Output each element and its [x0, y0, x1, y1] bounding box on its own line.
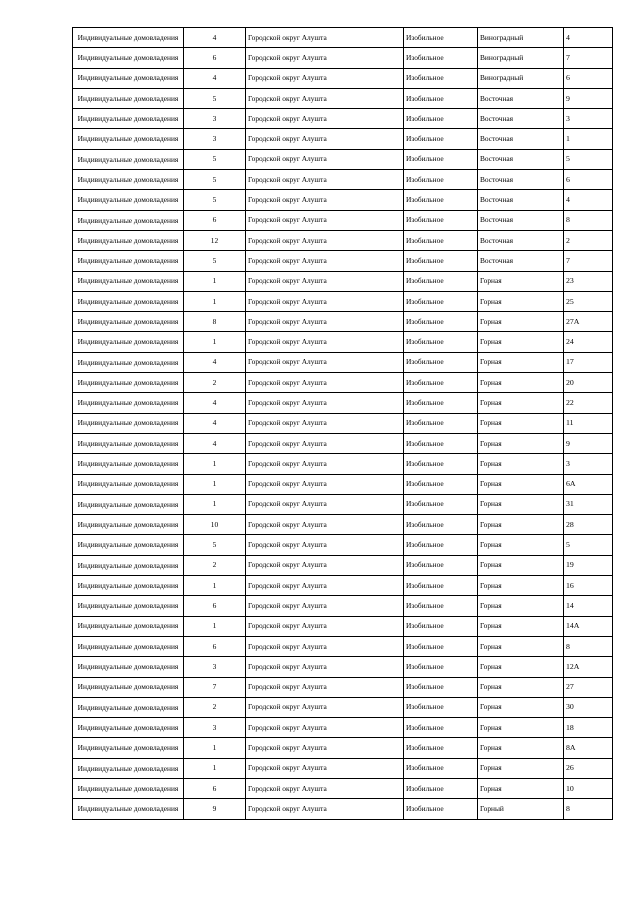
cell-street: Восточная [478, 190, 564, 210]
cell-building-type: Индивидуальные домовладения [73, 474, 184, 494]
cell-street: Горная [478, 271, 564, 291]
cell-settlement: Изобильное [404, 251, 478, 271]
table-row [73, 68, 613, 88]
cell-settlement: Изобильное [404, 657, 478, 677]
cell-municipality: Городской округ Алушта [246, 718, 404, 738]
cell-street: Горная [478, 454, 564, 474]
cell-house-number: 16 [564, 576, 613, 596]
cell-street: Восточная [478, 129, 564, 149]
cell-building-type: Индивидуальные домовладения [73, 48, 184, 68]
cell-apartment-count: 5 [184, 149, 246, 169]
cell-building-type: Индивидуальные домовладения [73, 393, 184, 413]
cell-settlement: Изобильное [404, 555, 478, 575]
cell-municipality: Городской округ Алушта [246, 413, 404, 433]
cell-house-number: 30 [564, 697, 613, 717]
cell-municipality: Городской округ Алушта [246, 332, 404, 352]
cell-apartment-count: 4 [184, 68, 246, 88]
cell-building-type: Индивидуальные домовладения [73, 149, 184, 169]
cell-building-type: Индивидуальные домовладения [73, 109, 184, 129]
cell-building-type: Индивидуальные домовладения [73, 535, 184, 555]
cell-street: Восточная [478, 251, 564, 271]
cell-street: Горная [478, 515, 564, 535]
cell-apartment-count: 2 [184, 373, 246, 393]
cell-street: Горная [478, 433, 564, 453]
cell-house-number: 6А [564, 474, 613, 494]
cell-apartment-count: 1 [184, 494, 246, 514]
table-row [73, 190, 613, 210]
cell-municipality: Городской округ Алушта [246, 677, 404, 697]
cell-street: Виноградный [478, 48, 564, 68]
cell-street: Горная [478, 778, 564, 798]
cell-building-type: Индивидуальные домовладения [73, 251, 184, 271]
cell-building-type: Индивидуальные домовладения [73, 210, 184, 230]
cell-street: Горная [478, 738, 564, 758]
cell-building-type: Индивидуальные домовладения [73, 677, 184, 697]
cell-house-number: 9 [564, 433, 613, 453]
cell-settlement: Изобильное [404, 535, 478, 555]
cell-municipality: Городской округ Алушта [246, 616, 404, 636]
cell-street: Горная [478, 373, 564, 393]
cell-settlement: Изобильное [404, 373, 478, 393]
cell-house-number: 6 [564, 170, 613, 190]
cell-apartment-count: 6 [184, 778, 246, 798]
cell-municipality: Городской округ Алушта [246, 778, 404, 798]
cell-apartment-count: 3 [184, 109, 246, 129]
cell-municipality: Городской округ Алушта [246, 799, 404, 819]
cell-municipality: Городской округ Алушта [246, 474, 404, 494]
cell-municipality: Городской округ Алушта [246, 129, 404, 149]
cell-municipality: Городской округ Алушта [246, 494, 404, 514]
cell-street: Горная [478, 697, 564, 717]
cell-apartment-count: 4 [184, 413, 246, 433]
cell-municipality: Городской округ Алушта [246, 535, 404, 555]
cell-house-number: 3 [564, 454, 613, 474]
cell-house-number: 9 [564, 88, 613, 108]
cell-municipality: Городской округ Алушта [246, 230, 404, 250]
cell-settlement: Изобильное [404, 454, 478, 474]
cell-building-type: Индивидуальные домовладения [73, 657, 184, 677]
cell-apartment-count: 1 [184, 291, 246, 311]
cell-municipality: Городской округ Алушта [246, 149, 404, 169]
cell-settlement: Изобильное [404, 413, 478, 433]
cell-apartment-count: 5 [184, 88, 246, 108]
table-row [73, 718, 613, 738]
cell-apartment-count: 1 [184, 474, 246, 494]
cell-settlement: Изобильное [404, 576, 478, 596]
cell-building-type: Индивидуальные домовладения [73, 433, 184, 453]
cell-house-number: 1 [564, 129, 613, 149]
cell-building-type: Индивидуальные домовладения [73, 515, 184, 535]
cell-municipality: Городской округ Алушта [246, 352, 404, 372]
cell-building-type: Индивидуальные домовладения [73, 596, 184, 616]
cell-house-number: 14 [564, 596, 613, 616]
table-row [73, 616, 613, 636]
cell-house-number: 23 [564, 271, 613, 291]
cell-municipality: Городской округ Алушта [246, 697, 404, 717]
cell-street: Горная [478, 555, 564, 575]
cell-street: Восточная [478, 210, 564, 230]
cell-apartment-count: 1 [184, 271, 246, 291]
cell-house-number: 6 [564, 68, 613, 88]
cell-building-type: Индивидуальные домовладения [73, 636, 184, 656]
cell-building-type: Индивидуальные домовладения [73, 28, 184, 48]
table-row [73, 474, 613, 494]
cell-apartment-count: 3 [184, 657, 246, 677]
cell-municipality: Городской округ Алушта [246, 312, 404, 332]
cell-building-type: Индивидуальные домовладения [73, 170, 184, 190]
table-row [73, 312, 613, 332]
cell-apartment-count: 8 [184, 312, 246, 332]
cell-apartment-count: 6 [184, 596, 246, 616]
cell-apartment-count: 1 [184, 758, 246, 778]
table-row [73, 433, 613, 453]
cell-municipality: Городской округ Алушта [246, 68, 404, 88]
table-row [73, 555, 613, 575]
cell-settlement: Изобильное [404, 515, 478, 535]
cell-apartment-count: 5 [184, 190, 246, 210]
cell-settlement: Изобильное [404, 170, 478, 190]
cell-apartment-count: 1 [184, 332, 246, 352]
cell-house-number: 20 [564, 373, 613, 393]
cell-street: Виноградный [478, 68, 564, 88]
housing-table [72, 27, 613, 820]
cell-house-number: 18 [564, 718, 613, 738]
cell-apartment-count: 1 [184, 576, 246, 596]
cell-settlement: Изобильное [404, 758, 478, 778]
cell-settlement: Изобильное [404, 210, 478, 230]
cell-apartment-count: 4 [184, 28, 246, 48]
cell-apartment-count: 4 [184, 393, 246, 413]
cell-street: Горная [478, 657, 564, 677]
cell-settlement: Изобильное [404, 738, 478, 758]
cell-municipality: Городской округ Алушта [246, 657, 404, 677]
cell-apartment-count: 5 [184, 251, 246, 271]
cell-apartment-count: 3 [184, 718, 246, 738]
table-row [73, 596, 613, 616]
cell-settlement: Изобильное [404, 332, 478, 352]
cell-settlement: Изобильное [404, 149, 478, 169]
cell-street: Горная [478, 312, 564, 332]
cell-municipality: Городской округ Алушта [246, 88, 404, 108]
cell-street: Горная [478, 535, 564, 555]
cell-street: Восточная [478, 149, 564, 169]
table-row [73, 170, 613, 190]
cell-municipality: Городской округ Алушта [246, 596, 404, 616]
cell-street: Горная [478, 332, 564, 352]
cell-municipality: Городской округ Алушта [246, 515, 404, 535]
cell-settlement: Изобильное [404, 312, 478, 332]
cell-building-type: Индивидуальные домовладения [73, 291, 184, 311]
cell-settlement: Изобильное [404, 677, 478, 697]
table-row [73, 778, 613, 798]
cell-settlement: Изобильное [404, 230, 478, 250]
table-row [73, 697, 613, 717]
cell-street: Горная [478, 758, 564, 778]
table-row [73, 454, 613, 474]
table-row [73, 799, 613, 819]
cell-apartment-count: 6 [184, 210, 246, 230]
table-row [73, 332, 613, 352]
cell-house-number: 25 [564, 291, 613, 311]
cell-apartment-count: 4 [184, 352, 246, 372]
cell-house-number: 8 [564, 210, 613, 230]
cell-building-type: Индивидуальные домовладения [73, 799, 184, 819]
cell-building-type: Индивидуальные домовладения [73, 190, 184, 210]
cell-settlement: Изобильное [404, 697, 478, 717]
cell-street: Виноградный [478, 28, 564, 48]
table-row [73, 271, 613, 291]
cell-building-type: Индивидуальные домовладения [73, 129, 184, 149]
cell-house-number: 4 [564, 28, 613, 48]
cell-house-number: 2 [564, 230, 613, 250]
cell-building-type: Индивидуальные домовладения [73, 718, 184, 738]
cell-municipality: Городской округ Алушта [246, 251, 404, 271]
cell-settlement: Изобильное [404, 778, 478, 798]
cell-building-type: Индивидуальные домовладения [73, 413, 184, 433]
cell-apartment-count: 1 [184, 616, 246, 636]
cell-settlement: Изобильное [404, 636, 478, 656]
table-row [73, 352, 613, 372]
cell-street: Горная [478, 413, 564, 433]
cell-house-number: 12А [564, 657, 613, 677]
cell-municipality: Городской округ Алушта [246, 373, 404, 393]
cell-apartment-count: 9 [184, 799, 246, 819]
cell-apartment-count: 2 [184, 555, 246, 575]
cell-street: Горная [478, 494, 564, 514]
table-row [73, 677, 613, 697]
cell-street: Горный [478, 799, 564, 819]
cell-settlement: Изобильное [404, 68, 478, 88]
cell-municipality: Городской округ Алушта [246, 291, 404, 311]
cell-municipality: Городской округ Алушта [246, 393, 404, 413]
cell-house-number: 26 [564, 758, 613, 778]
cell-house-number: 28 [564, 515, 613, 535]
cell-building-type: Индивидуальные домовладения [73, 616, 184, 636]
cell-house-number: 3 [564, 109, 613, 129]
cell-apartment-count: 7 [184, 677, 246, 697]
cell-apartment-count: 6 [184, 48, 246, 68]
cell-settlement: Изобильное [404, 474, 478, 494]
cell-house-number: 27А [564, 312, 613, 332]
table-row [73, 373, 613, 393]
cell-house-number: 4 [564, 190, 613, 210]
cell-building-type: Индивидуальные домовладения [73, 230, 184, 250]
cell-municipality: Городской округ Алушта [246, 190, 404, 210]
cell-settlement: Изобильное [404, 494, 478, 514]
cell-house-number: 8 [564, 636, 613, 656]
cell-house-number: 31 [564, 494, 613, 514]
cell-street: Горная [478, 576, 564, 596]
cell-municipality: Городской округ Алушта [246, 109, 404, 129]
table-row [73, 758, 613, 778]
cell-settlement: Изобильное [404, 28, 478, 48]
cell-apartment-count: 10 [184, 515, 246, 535]
table-row [73, 129, 613, 149]
cell-building-type: Индивидуальные домовладения [73, 312, 184, 332]
cell-house-number: 11 [564, 413, 613, 433]
table-row [73, 291, 613, 311]
cell-house-number: 17 [564, 352, 613, 372]
cell-municipality: Городской округ Алушта [246, 454, 404, 474]
cell-street: Горная [478, 474, 564, 494]
table-row [73, 149, 613, 169]
cell-house-number: 5 [564, 535, 613, 555]
table-row [73, 88, 613, 108]
table-row [73, 28, 613, 48]
table-row [73, 515, 613, 535]
cell-building-type: Индивидуальные домовладения [73, 88, 184, 108]
cell-settlement: Изобильное [404, 718, 478, 738]
table-row [73, 413, 613, 433]
table-row [73, 636, 613, 656]
cell-apartment-count: 5 [184, 170, 246, 190]
cell-settlement: Изобильное [404, 88, 478, 108]
cell-house-number: 5 [564, 149, 613, 169]
cell-municipality: Городской округ Алушта [246, 271, 404, 291]
cell-building-type: Индивидуальные домовладения [73, 68, 184, 88]
table-row [73, 535, 613, 555]
cell-building-type: Индивидуальные домовладения [73, 758, 184, 778]
table-row [73, 48, 613, 68]
cell-apartment-count: 4 [184, 433, 246, 453]
cell-municipality: Городской округ Алушта [246, 48, 404, 68]
cell-municipality: Городской округ Алушта [246, 555, 404, 575]
cell-house-number: 7 [564, 48, 613, 68]
cell-building-type: Индивидуальные домовладения [73, 697, 184, 717]
cell-house-number: 27 [564, 677, 613, 697]
cell-street: Горная [478, 596, 564, 616]
table-row [73, 393, 613, 413]
table-row [73, 738, 613, 758]
table-row [73, 251, 613, 271]
cell-settlement: Изобильное [404, 109, 478, 129]
cell-street: Горная [478, 636, 564, 656]
cell-apartment-count: 1 [184, 454, 246, 474]
cell-street: Горная [478, 352, 564, 372]
cell-municipality: Городской округ Алушта [246, 758, 404, 778]
cell-settlement: Изобильное [404, 291, 478, 311]
cell-house-number: 14А [564, 616, 613, 636]
cell-house-number: 7 [564, 251, 613, 271]
cell-apartment-count: 5 [184, 535, 246, 555]
cell-house-number: 8 [564, 799, 613, 819]
cell-street: Восточная [478, 230, 564, 250]
cell-street: Восточная [478, 170, 564, 190]
table-row [73, 109, 613, 129]
cell-building-type: Индивидуальные домовладения [73, 352, 184, 372]
cell-settlement: Изобильное [404, 799, 478, 819]
cell-building-type: Индивидуальные домовладения [73, 454, 184, 474]
cell-building-type: Индивидуальные домовладения [73, 373, 184, 393]
cell-settlement: Изобильное [404, 352, 478, 372]
cell-municipality: Городской округ Алушта [246, 170, 404, 190]
table-row [73, 576, 613, 596]
table-row [73, 657, 613, 677]
cell-building-type: Индивидуальные домовладения [73, 778, 184, 798]
cell-settlement: Изобильное [404, 616, 478, 636]
cell-street: Восточная [478, 88, 564, 108]
cell-building-type: Индивидуальные домовладения [73, 555, 184, 575]
table-row [73, 494, 613, 514]
cell-municipality: Городской округ Алушта [246, 576, 404, 596]
cell-settlement: Изобильное [404, 129, 478, 149]
cell-settlement: Изобильное [404, 433, 478, 453]
cell-apartment-count: 3 [184, 129, 246, 149]
cell-house-number: 8А [564, 738, 613, 758]
cell-house-number: 10 [564, 778, 613, 798]
cell-building-type: Индивидуальные домовладения [73, 271, 184, 291]
cell-settlement: Изобильное [404, 393, 478, 413]
cell-house-number: 22 [564, 393, 613, 413]
cell-building-type: Индивидуальные домовладения [73, 576, 184, 596]
housing-table-body [73, 28, 613, 820]
cell-apartment-count: 1 [184, 738, 246, 758]
cell-street: Горная [478, 677, 564, 697]
cell-street: Горная [478, 718, 564, 738]
cell-apartment-count: 12 [184, 230, 246, 250]
cell-house-number: 24 [564, 332, 613, 352]
cell-municipality: Городской округ Алушта [246, 28, 404, 48]
cell-house-number: 19 [564, 555, 613, 575]
cell-settlement: Изобильное [404, 271, 478, 291]
cell-apartment-count: 2 [184, 697, 246, 717]
cell-municipality: Городской округ Алушта [246, 433, 404, 453]
cell-street: Горная [478, 393, 564, 413]
table-row [73, 210, 613, 230]
cell-building-type: Индивидуальные домовладения [73, 494, 184, 514]
cell-settlement: Изобильное [404, 48, 478, 68]
cell-municipality: Городской округ Алушта [246, 210, 404, 230]
cell-building-type: Индивидуальные домовладения [73, 332, 184, 352]
cell-apartment-count: 6 [184, 636, 246, 656]
cell-street: Горная [478, 291, 564, 311]
cell-settlement: Изобильное [404, 190, 478, 210]
cell-street: Восточная [478, 109, 564, 129]
cell-building-type: Индивидуальные домовладения [73, 738, 184, 758]
cell-municipality: Городской округ Алушта [246, 636, 404, 656]
table-row [73, 230, 613, 250]
cell-street: Горная [478, 616, 564, 636]
cell-municipality: Городской округ Алушта [246, 738, 404, 758]
cell-settlement: Изобильное [404, 596, 478, 616]
